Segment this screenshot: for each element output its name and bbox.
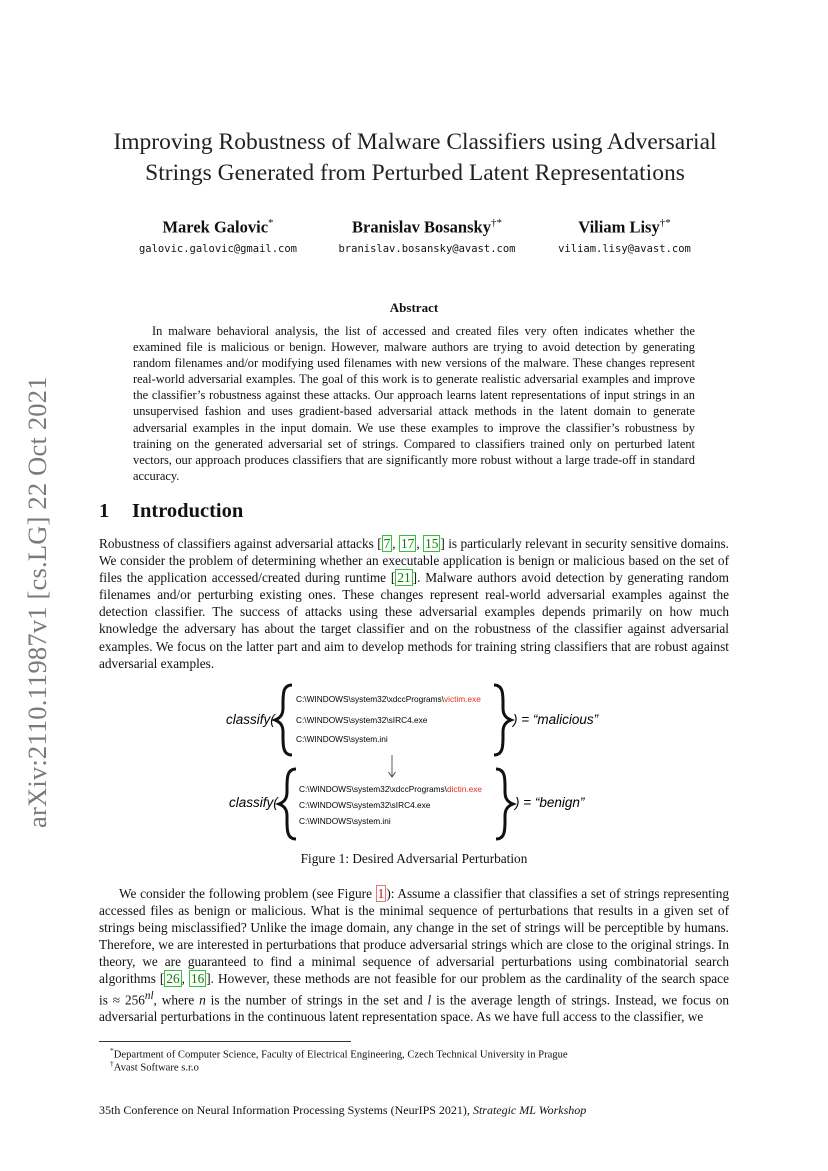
file-path: C:\WINDOWS\system32\sIRC4.exe [299,800,431,810]
classification-result: ) = “malicious” [513,712,599,727]
abstract-text: In malware behavioral analysis, the list of accessed and created files very often indicates whether the examined file is malicious or benign. However, malware authors are trying to avoid detection by generating random filenames and/or modifying used filenames with new versions of the malware. These changes represent real-world adversarial examples. The goal of this work is to generate realistic adversarial examples and improve the classifier’s robustness against these attacks. Our approach learns latent representations of input strings in an unsupervised fashion and uses gradient-based adversarial attack methods in the latent domain to generate adversarial examples in the input domain. We use these examples to improve the classifier’s robustness by training on the generated adversarial set of strings. Compared to classifiers trained only on perturbed latent vectors, our approach produces classifiers that are significantly more robust without a large trade-off in standard accuracy. [133,324,695,483]
citation-link[interactable]: 15 [425,536,439,551]
intro-paragraph: Robustness of classifiers against adversarial attacks [ 7 , 17 , 15 ] is particularly relevant in security sensitive domains. We consider the problem of determining whether an executable application is benign or malicious based on the set of files the application accessed/created during runtime [ 21 ]. Malware authors avoid detection by generating random filenames and/or perturbing existing ones. These changes represent real-world adversarial examples against the detection classifier. The success of attacks using these adversarial examples depends primarily on how much knowledge the adversary has about the target classifier and on the robustness of the classifier against adversarial examples. We focus on the latter part and aim to develop methods for training string classifiers that are robust against adversarial examples. [99,536,730,671]
right-brace [494,685,511,755]
file-path: C:\WINDOWS\system32\sIRC4.exe [296,715,428,725]
math-variable: l [427,991,432,1007]
text-span: . Malware authors avoid detection by generating random filenames and/or perturbing existing ones. These changes represent real-world adversarial examples against the detection classifier. The success of attacks using these adversarial examples depends primarily on how much knowledge the adversary has about the target classifier and on the robustness of the classifier against adversarial examples. We focus on the latter part and aim to develop methods for training string classifiers that are robust against adversarial examples. [99,570,730,671]
arxiv-identifier: arXiv:2110.11987v1 [cs.LG] 22 Oct 2021 [22,376,52,828]
author-email[interactable]: viliam.lisy@avast.com [558,242,691,255]
text-span: , where [153,991,200,1007]
citation-link[interactable]: 7 [383,536,391,551]
conference-note: 35th Conference on Neural Information Processing Systems (NeurIPS 2021), Strategic ML Workshop [99,1103,587,1117]
text-span: Robustness of classifiers against adversarial attacks [99,536,378,551]
footnote-1: *Department of Computer Science, Faculty of Electrical Engineering, Czech Technical University in Prague [110,1046,568,1061]
perturbed-filename: victim.exe [443,694,481,704]
abstract-body [133,323,695,484]
classify-label: classify( [226,712,275,727]
perturbed-filename: dictin.exe [446,784,483,794]
title-line-2: Strings Generated from Perturbed Latent Representations [145,160,685,186]
author-name: Viliam Lisy†* [578,217,671,237]
text-span: ): Assume a classifier that classifies a set of strings representing accessed files as benign or malicious. What is the minimal sequence of perturbations that results in a given set of strings being misclassified? Unlike the image domain, any change in the set of strings will be perceptible by humans. Therefore, we are interested in perturbations that produce adversarial strings which are close to the original strings. In theory, we are guaranteed to find a minimal sequence of adversarial perturbations using combinatorial search algorithms [99,886,729,987]
author-name: Marek Galovic* [162,217,274,237]
author-block-3 [552,212,697,257]
classification-result: ) = “benign” [515,795,585,810]
text-span: . However, these methods are not feasible for our problem as the cardinality of the search space is ≈ 256 [99,971,729,1007]
left-brace [279,769,296,839]
text-span: is particularly relevant in security sensitive domains. We consider the problem of determining whether an executable application is benign or malicious based on the set of files the application accessed/created during runtime [99,536,729,586]
figure-caption: Figure 1: Desired Adversarial Perturbation [300,851,528,866]
section-heading [99,500,243,523]
citation-link[interactable]: 16 [190,971,205,987]
citation-link[interactable]: 21 [397,570,411,586]
math-exponent: nl [144,989,154,1002]
file-path: C:\WINDOWS\system32\xdccPrograms\dictin.exe [299,784,483,794]
text-span: is the number of strings in the set and [205,991,428,1007]
section-number: 1 [99,500,110,522]
abstract-heading: Abstract [389,300,439,315]
figure-ref-link[interactable]: 1 [377,886,385,901]
left-brace [275,685,292,755]
citation-link[interactable]: 26 [166,971,180,987]
figure-diagram [0,680,828,850]
math-variable: n [199,991,206,1007]
file-path: C:\WINDOWS\system.ini [296,734,388,744]
file-path: C:\WINDOWS\system32\xdccPrograms\victim.exe [296,694,481,704]
author-email[interactable]: branislav.bosansky@avast.com [338,242,516,255]
footnote-2: †Avast Software s.r.o [110,1059,199,1074]
paper-title [90,127,740,189]
author-email[interactable]: galovic.galovic@gmail.com [138,242,298,255]
file-path: C:\WINDOWS\system.ini [299,816,391,826]
figure-1 [0,680,828,850]
text-span: is the average length of strings. Instead, we focus on adversarial perturbations in the continuous latent representation space. As we have full access to the classifier, we [99,991,729,1025]
title-line-1: Improving Robustness of Malware Classifiers using Adversarial [113,129,717,155]
right-brace [496,769,513,839]
footnote-divider [99,1041,351,1042]
classify-label: classify( [229,795,278,810]
author-block-1 [133,212,303,257]
author-block-2 [332,212,522,257]
problem-paragraph: We consider the following problem (see Figure 1 ): Assume a classifier that classifies a set of strings representing accessed files as benign or malicious. What is the minimal sequence of perturbations that results in a given set of strings being misclassified? Unlike the image domain, any change in the set of strings will be perceptible by humans. Therefore, we are interested in perturbations that produce adversarial strings which are close to the original strings. In theory, we are guaranteed to find a minimal sequence of adversarial perturbations using combinatorial search algorithms [ 26 , 16 ]. However, these methods are not feasible for our problem as the cardinality of the search space is ≈ $256^{nl}$, where n is the number of strings in the set and l is the average length of strings. Instead, we focus on adversarial perturbations in the continuous latent representation space. As we have full access to the classifier, we [99,886,729,1025]
author-name: Branislav Bosansky†* [352,217,502,237]
citation-link[interactable]: 17 [401,536,415,551]
text-span: We consider the following problem (see Figure [119,886,376,901]
section-title: Introduction [132,500,244,522]
